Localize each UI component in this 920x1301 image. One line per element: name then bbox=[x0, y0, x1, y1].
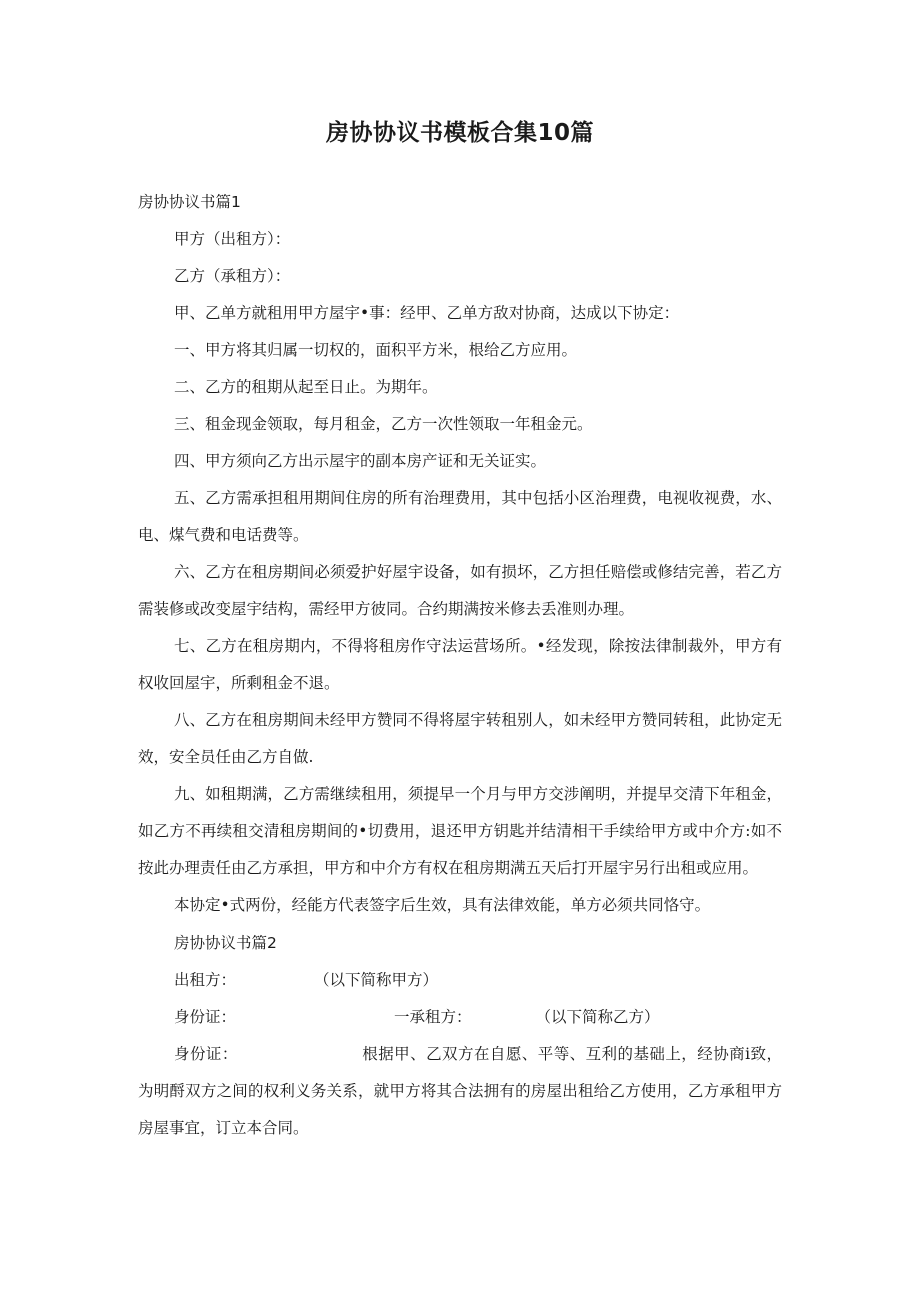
closing-paragraph: 本协定•式两份，经能方代表签字后生效，具有法律效能，单方必须共同恪守。 bbox=[174, 896, 711, 914]
document-title: 房协协议书模板合集10篇 bbox=[325, 120, 594, 146]
clause-paragraph: 六、乙方在租房期间必须爱护好屋宇设备，如有损坏，乙方担任赔偿或修结完善，若乙方需装修或改变屋宇结构，需经甲方彼同。合约期满按米修去丢准则办理。 bbox=[138, 563, 782, 618]
party-b-line: 乙方（承租方）： bbox=[174, 267, 291, 285]
clause-paragraph: 七、乙方在租房期内，不得将租房作守法运营场所。•经发现，除按法律制裁外，甲方有权收回屋宇，所剩租金不退。 bbox=[138, 637, 782, 692]
intro-paragraph: 甲、乙单方就租用甲方屋宇•事：经甲、乙单方敌对协商，达成以下协定： bbox=[174, 304, 680, 322]
lessor-line bbox=[138, 962, 782, 999]
lessor-label: 出租方： bbox=[174, 971, 237, 989]
clause-paragraph: 四、甲方须向乙方出示屋宇的副本房产证和无关证实。 bbox=[174, 452, 547, 470]
section-2 bbox=[138, 924, 782, 1147]
clause-paragraph: 二、乙方的租期从起至日止。为期年。 bbox=[174, 378, 438, 396]
lessee-label: 一承租方： bbox=[394, 1008, 472, 1026]
section-heading: 房协协议书篇1 bbox=[138, 193, 241, 211]
section-1 bbox=[138, 183, 782, 924]
id-lessee-line bbox=[138, 999, 782, 1036]
lessor-note: （以下简称甲方） bbox=[314, 971, 439, 989]
clause-paragraph: 八、乙方在租房期间未经甲方赞同不得将屋宇转租别人，如未经甲方赞同转租，此协定无效，安全员任由乙方自做. bbox=[138, 711, 782, 766]
body-paragraph bbox=[138, 1036, 782, 1147]
section-heading: 房协协议书篇2 bbox=[174, 934, 277, 952]
id-label: 身份证： bbox=[174, 1008, 237, 1026]
clause-paragraph: 三、租金现金领取，每月租金，乙方一次性领取一年租金元。 bbox=[174, 415, 593, 433]
party-a-line: 甲方（出租方）： bbox=[174, 230, 291, 248]
clause-paragraph: 一、甲方将其归属一切权的，面积平方米，根给乙方应用。 bbox=[174, 341, 578, 359]
body-text: 根据甲、乙双方在自愿、平等、互利的基础上，经协商i致，为明酹双方之间的权利义务关系，就甲方将其合法拥有的房屋出租给乙方使用，乙方承租甲方房屋事宜，订立本合同。 bbox=[138, 1045, 782, 1137]
lessee-note: （以下简称乙方） bbox=[535, 1008, 660, 1026]
clause-paragraph: 九、如租期满，乙方需继续租用，须提早一个月与甲方交涉阐明，并提早交清下年租金，如乙方不再续租交清租房期间的•切费用，退还甲方钥匙并结清相干手续给甲方或中介方:如不按此办理责任由乙方承担，甲方和中介方有权在租房期满五天后打开屋宇另行出租或应用。 bbox=[138, 785, 782, 877]
id-label: 身份证： bbox=[174, 1045, 238, 1063]
clause-paragraph: 五、乙方需承担租用期间住房的所有治理费用，其中包括小区治理费，电视收视费，水、电、煤气费和电话费等。 bbox=[138, 489, 782, 544]
